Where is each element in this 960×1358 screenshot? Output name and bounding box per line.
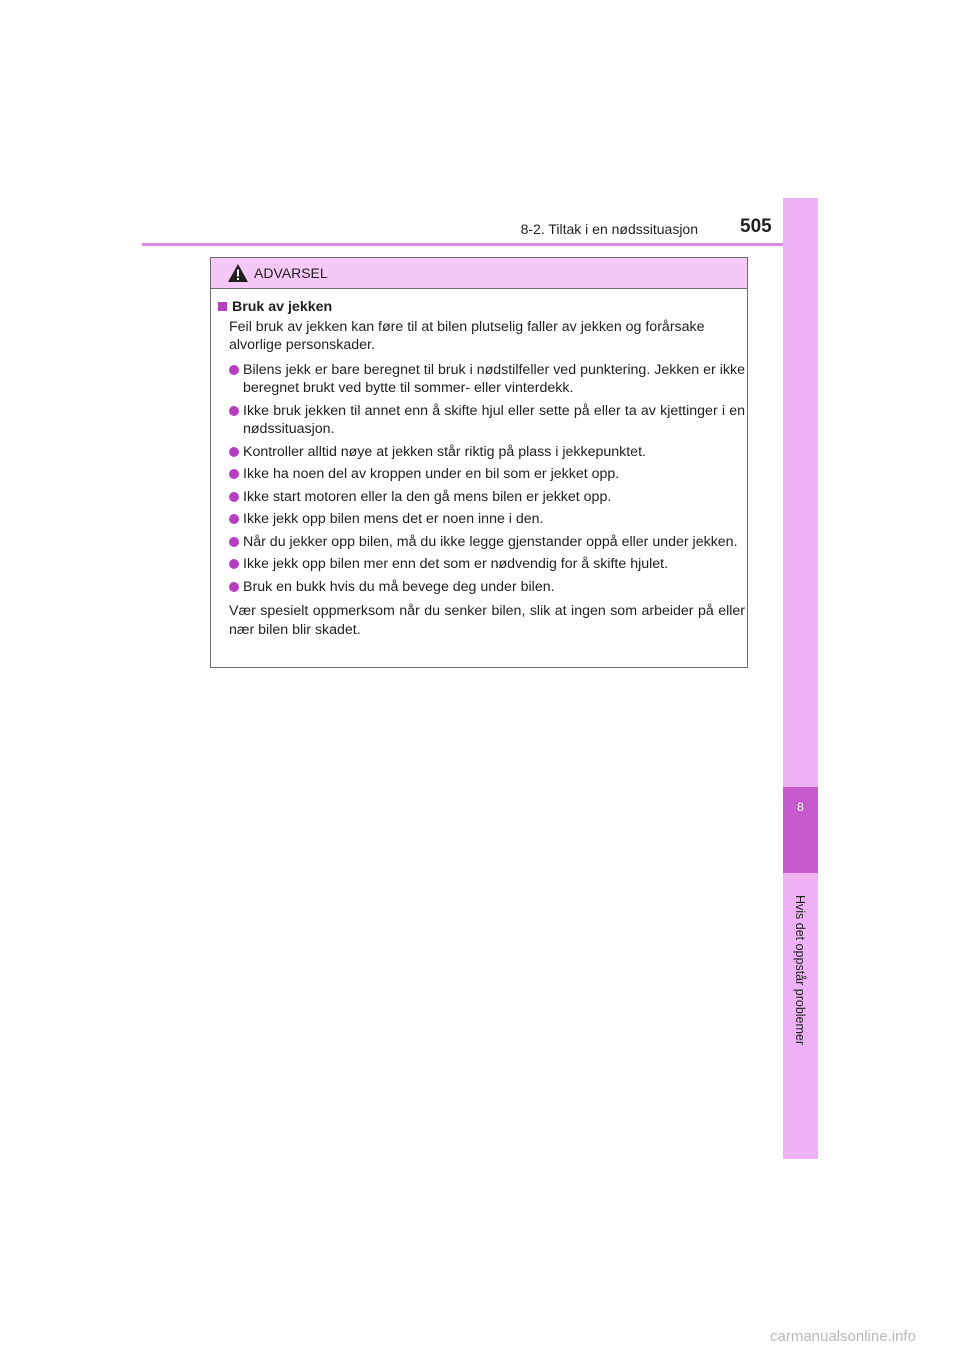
- list-item-text: Bilens jekk er bare beregnet til bruk i nødstilfeller ved punktering. Jekken er ikke beregnet brukt ved bytte til sommer- eller vinterdekk.: [243, 361, 745, 396]
- list-item: [217, 578, 745, 597]
- watermark: carmanualsonline.info: [770, 1328, 916, 1345]
- list-item: [217, 402, 745, 439]
- warning-title: ADVARSEL: [254, 265, 328, 281]
- square-bullet-icon: [218, 302, 227, 311]
- list-item-text: Ikke jekk opp bilen mens det er noen inne i den.: [243, 511, 544, 527]
- list-item: [217, 443, 745, 462]
- warning-content: [217, 298, 745, 639]
- list-item-text: Ikke ha noen del av kroppen under en bil som er jekket opp.: [243, 466, 620, 482]
- bullet-dot-icon: [229, 514, 239, 524]
- warning-header: [211, 258, 747, 289]
- list-item-text: Når du jekker opp bilen, må du ikke legge gjenstander oppå eller under jekken.: [243, 533, 738, 550]
- list-item: [217, 533, 745, 552]
- section-title: 8-2. Tiltak i en nødssituasjon: [520, 221, 698, 237]
- bullet-dot-icon: [229, 492, 239, 502]
- warning-topic-text: Bruk av jekken: [232, 299, 333, 315]
- list-item: [217, 465, 745, 484]
- warning-triangle-icon: [227, 263, 249, 283]
- warning-box: [210, 257, 748, 668]
- list-item: [217, 510, 745, 529]
- warning-topic: [217, 298, 745, 317]
- bullet-dot-icon: [229, 582, 239, 592]
- list-item-text: Ikke jekk opp bilen mer enn det som er nødvendig for å skifte hjulet.: [243, 556, 669, 572]
- page-number: 505: [740, 216, 772, 237]
- list-item-text: Ikke start motoren eller la den gå mens bilen er jekket opp.: [243, 488, 612, 505]
- bullet-dot-icon: [229, 537, 239, 547]
- bullet-dot-icon: [229, 365, 239, 375]
- list-item: [217, 488, 745, 507]
- chapter-number: 8: [797, 800, 804, 814]
- list-item-text: Ikke bruk jekken til annet enn å skifte hjul eller sette på eller ta av kjettinger i en nødssituasjon.: [243, 402, 745, 437]
- bullet-dot-icon: [229, 406, 239, 416]
- bullet-dot-icon: [229, 559, 239, 569]
- warning-closing: Vær spesielt oppmerksom når du senker bilen, slik at ingen som arbeider på eller nær bilen blir skadet.: [229, 603, 745, 638]
- chapter-label: Hvis det oppstår problemer: [793, 894, 807, 1046]
- header-rule: [142, 243, 818, 246]
- bullet-dot-icon: [229, 469, 239, 479]
- bullet-dot-icon: [229, 447, 239, 457]
- list-item: [217, 361, 745, 398]
- list-item-text: Bruk en bukk hvis du må bevege deg under bilen.: [243, 578, 555, 595]
- list-item-text: Kontroller alltid nøye at jekken står riktig på plass i jekkepunktet.: [243, 443, 646, 460]
- warning-intro: Feil bruk av jekken kan føre til at bilen plutselig faller av jekken og forårsake alvorlige personskader.: [229, 318, 705, 353]
- list-item: [217, 555, 745, 574]
